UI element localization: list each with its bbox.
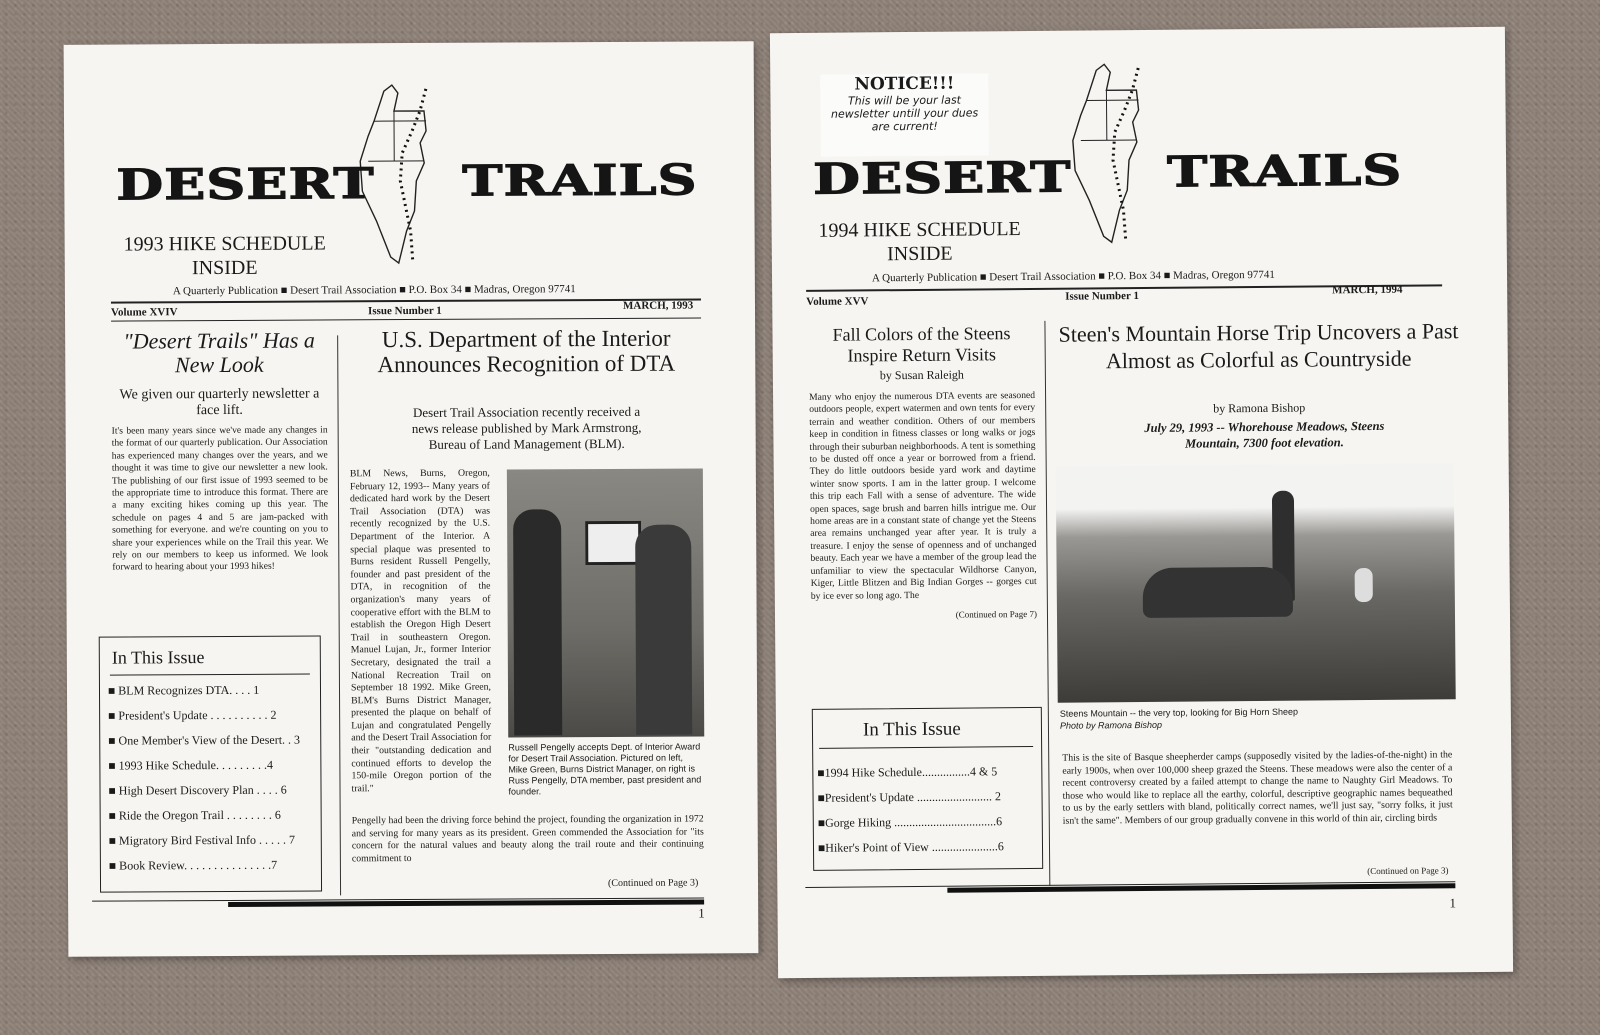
toc-item: ■ One Member's View of the Desert. . 3 [108, 732, 301, 748]
volume: Volume XVV [806, 295, 869, 308]
hike-schedule-notice: 1994 HIKE SCHEDULE INSIDE [818, 218, 1021, 266]
article-body: Many who enjoy the numerous DTA events are seasoned outdoors people, expert watermen and own tents for every terrain and weather condition. Others of our members keep in condition in fitness classes or long walks or jogs through their suburban neighborhoods. A tent is something to be dusted off once a year or borrowed from a friend. They do little outdoors beside yard work and daytime winter snow sports. I am in the latter group. I welcome this trip each Fall with a sense of adventure. The wide open spaces, sage brush and barren hills intrigue me. Our home areas are in a constant state of change yet the Steens area remains unchanged year after year. It is truly a treasure. I enjoy the sense of openness and of unchanged beauty. Each year we have a member of the group lead the unfamiliar to view the spectacular Wildhorse Canyon, Kiger, Little Blitzen and Big Indian Gorges -- gorges cut by ice ever so long ago. The [809, 389, 1037, 602]
article-title-horse-trip: Steen's Mountain Horse Trip Uncovers a Past Almost as Colorful as Countryside [1058, 318, 1459, 374]
article-body-doi: BLM News, Burns, Oregon, February 12, 1993-- Many years of dedicated hard work by the Desert Trail Association (DTA) was recently recognized by the U.S. Department of the Interior. A special plaque was presented to Burns resident Russell Pengelly, founder and past president of the DTA, in recognition of the organization's many years of cooperative effort with the BLM to establish the Oregon High Desert Trail in southeastern Oregon. Manuel Lujan, Jr., former Interior Secretary, designated the trail a National Recreation Trail on September 18 1992. Mike Green, BLM's Burns District Manager, presented the plaque on behalf of Lujan and congratulated Pengelly and the Desert Trail Association for their "outstanding dedication and continued efforts to develop the 150-mile Oregon portion of the trail." [349, 467, 492, 795]
continued-note: (Continued on Page 3) [1367, 865, 1449, 877]
header-rule [111, 298, 701, 303]
header-rule-bottom [111, 317, 701, 321]
group-seated [1143, 567, 1293, 618]
toc-item: ■ Migratory Bird Festival Info . . . . . 7 [108, 832, 296, 848]
toc-rule [819, 746, 1033, 749]
page-number: 1 [1449, 895, 1457, 911]
article-body: It's been many years since we've made any changes in the format of our quarterly publication. Our Association has experienced many changes over the years, and we thought it was time to give our newsletter a new look. The publishing of our first issue of 1993 seemed to be the appropriate time to introduce this format. There are a many exciting hikes coming up this year. The schedule on pages 4 and 5 are jam-packed with something for everyone. and we're counting on you to share your experiences while on the Trail this year. We rely on our members to keep us informed. We look forward to hearing about your 1993 hikes! [111, 424, 329, 574]
issue-number: Issue Number 1 [367, 304, 442, 318]
toc-title: In This Issue [862, 718, 961, 741]
toc-item: ■ Book Review. . . . . . . . . . . . . . .7 [108, 857, 278, 873]
issue-number: Issue Number 1 [1065, 290, 1140, 303]
masthead-desert: DESERT [812, 151, 1072, 204]
toc-item: ■ High Desert Discovery Plan . . . . 6 [108, 782, 287, 798]
photo-credit: Photo by Ramona Bishop [1059, 719, 1163, 731]
masthead-trails: TRAILS [462, 154, 698, 206]
column-divider [337, 335, 341, 895]
article-title: Fall Colors of the Steens Inspire Return Visits [832, 323, 1011, 366]
volume: Volume XVIV [110, 306, 178, 319]
toc-item: ■ 1993 Hike Schedule. . . . . . . . .4 [108, 757, 273, 773]
page-number: 1 [698, 905, 705, 921]
issue-date: MARCH, 1994 [1332, 283, 1403, 297]
continued-note: (Continued on Page 7) [955, 608, 1038, 620]
article-dateline: July 29, 1993 -- Whorehouse Meadows, Steens Mountain, 7300 foot elevation. [1144, 418, 1385, 451]
article-fall-colors [808, 323, 1037, 621]
toc-item: ■ President's Update . . . . . . . . . . 2 [108, 707, 277, 723]
in-this-issue-box [99, 635, 322, 892]
in-this-issue-box [812, 707, 1043, 871]
toc-item: ■Hiker's Point of View ......................6 [817, 839, 1004, 855]
article-body-wide: Pengelly had been the driving force behind the project, founding the organization in 1972 and serving for many years as its president. Green commended the Association for "its concern for the natural values and beauty along the trail route and their continuing commitment to [351, 813, 704, 865]
toc-rule [110, 674, 310, 676]
publication-line: A Quarterly Publication ■ Desert Trail Association ■ P.O. Box 34 ■ Madras, Oregon 97741 [871, 268, 1275, 285]
footer-bar [228, 899, 704, 906]
article-subtitle: We given our quarterly newsletter a face lift. [119, 386, 320, 419]
newsletter-1994 [770, 27, 1513, 978]
hike-schedule-notice: 1993 HIKE SCHEDULE INSIDE [123, 232, 326, 280]
dog [1355, 568, 1373, 602]
article-body-horse-trip: This is the site of Basque sheepherder camps (supposedly visited by the ladies-of-the-night) in the early 1900s, when over 100,000 sheep grazed the Steens. These meadows were also the center of a recent controversy created by a failed attempt to change the name to Naughty Girl Meadows. To those who would like to replace all the earthy, colorful, descriptive geographic names bequeathed to us by the early settlers with bland, politically correct names, we'll just say, "sorry folks, it just isn't the same". Members of our group gradually convene in this world of thin air, circling birds [1062, 749, 1453, 827]
steens-mountain-photo [1056, 463, 1456, 702]
article-byline: by Ramona Bishop [1213, 400, 1306, 416]
continued-note: (Continued on Page 3) [607, 877, 699, 889]
toc-title: In This Issue [111, 647, 205, 668]
toc-item: ■ BLM Recognizes DTA. . . . 1 [107, 682, 260, 698]
notice-sticker [820, 73, 989, 156]
article-title: "Desert Trails" Has a New Look [123, 327, 315, 378]
article-title-doi: U.S. Department of the Interior Announces Recognition of DTA [377, 325, 676, 378]
person-right [635, 525, 692, 735]
publication-line: A Quarterly Publication ■ Desert Trail Association ■ P.O. Box 34 ■ Madras, Oregon 97741 [172, 283, 576, 298]
toc-item: ■1994 Hike Schedule................4 & 5 [817, 764, 998, 780]
article-new-look [111, 328, 328, 574]
notice-text: This will be your last newsletter untill your dues are current! [830, 93, 979, 134]
photo-caption: Steens Mountain -- the very top, looking for Big Horn Sheep [1059, 706, 1299, 719]
notice-title: NOTICE!!! [854, 73, 955, 95]
plaque [585, 521, 641, 565]
issue-date: MARCH, 1993 [622, 299, 694, 312]
masthead-desert: DESERT [116, 158, 375, 210]
article-byline: by Susan Raleigh [879, 367, 964, 383]
photo-caption: Russell Pengelly accepts Dept. of Interior Award for Desert Trail Association. Pictured on left, Mike Green, Burns District Manager, on right is Russ Pengelly, DTA member, past president and founder. [508, 741, 702, 797]
toc-item: ■Gorge Hiking ..................................6 [817, 814, 1003, 830]
column-divider [1044, 321, 1050, 886]
masthead-trails: TRAILS [1166, 144, 1403, 197]
toc-item: ■President's Update ......................... 2 [817, 789, 1002, 805]
newsletter-1993 [64, 41, 759, 957]
award-photo [507, 468, 704, 737]
person-left [513, 509, 562, 735]
article-intro: Desert Trail Association recently received a news release published by Mark Armstrong, Bureau of Land Management (BLM). [411, 403, 642, 452]
toc-item: ■ Ride the Oregon Trail . . . . . . . . 6 [108, 807, 281, 823]
